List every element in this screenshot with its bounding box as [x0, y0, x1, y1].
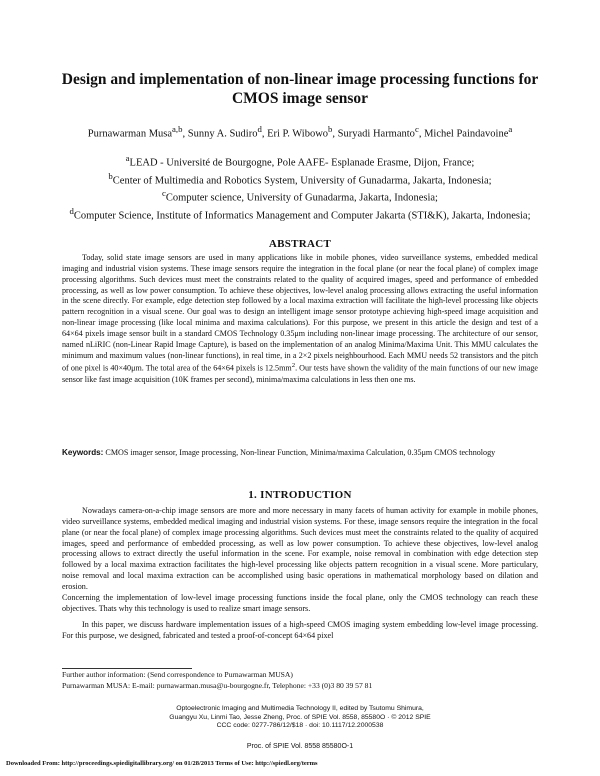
keywords — [62, 448, 538, 459]
author-list: Purnawarman Musa$^{a,b}$, Sunny A. Sudiro$^d$, Eri P. Wibowo$^b$, Suryadi Harmanto$^c$, Michel Paindavoine$^a$ — [87, 124, 513, 140]
affiliation-a: $^a$LEAD - Université de Bourgogne, Pole AAFE- Esplanade Erasme, Dijon, France; — [125, 153, 475, 169]
introduction-body — [62, 506, 538, 642]
abstract-heading: ABSTRACT — [268, 238, 332, 250]
footnotes — [62, 670, 538, 691]
intro-paragraph-3: In this paper, we discuss hardware implementation issues of a high-speed CMOS imaging system embedding low-level image processing. For this purpose, we designed, fabricated and tested a proof-of-concept 64×64 pixel — [62, 620, 538, 641]
affiliation-c: $^c$Computer science, University of Gunadarma, Jakarta, Indonesia; — [162, 188, 438, 204]
abstract-body — [62, 253, 538, 386]
intro-paragraph-2: Concerning the implementation of low-level image processing functions inside the focal plane, only the CMOS technology can reach these objectives. Thats why this technology is used to realize smart image sensors. — [62, 592, 538, 613]
introduction-heading: 1. INTRODUCTION — [248, 489, 352, 501]
footnote-rule — [62, 668, 192, 669]
download-notice: Downloaded From: http://proceedings.spiedigitallibrary.org/ on 01/28/2013 Terms of Use: http://spiedl.org/terms — [6, 760, 318, 767]
page-number: Proc. of SPIE Vol. 8558 85580O-1 — [246, 743, 354, 750]
affiliations — [60, 152, 540, 222]
abstract-paragraph: Today, solid state image sensors are used in many applications like in mobile phones, video surveillance systems, embedded medical imaging and industrial vision systems. These image sensors require the integration in the focal plane (or near the focal plane) of complex image processing algorithms. Such devices must meet the constraints related to the quality of acquired images, speed and performance of embedded processing, as well as low power consumption. To achieve these objectives, low-level analog processing allows extracting the useful information in the scene directly. For example, edge detection step followed by a local maxima extraction will facilitate the high-level processing like objects pattern recognition in a visual scene. Our goal was to design an intelligent image sensor prototype achieving high-speed image acquisition and non-linear image processing (like local minima and maxima calculations). For this purpose, we present in this article the design and test of a 64×64 pixels image sensor built in a standard CMOS Technology 0.35μm including non-linear image processing. The architecture of our sensor, named nLiRIC (non-Linear Rapid Image Capture), is based on the implementation of an analog Minima/Maxima Unit. This MMU calculates the minimum and maximum values (non-linear functions), in real time, in a 2×2 pixels neighbourhood. Each MMU needs 52 transistors and the pitch of one pixel is 40×40μm. The total area of the 64×64 pixels is $12.5mm^2$. Our tests have shown the validity of the main functions of our new image sensor like fast image acquisition (10K frames per second), minima/maxima calculations in less then one ms. — [62, 253, 538, 384]
footnote-line-1: Further author information: (Send correspondence to Purnawarman MUSA) — [62, 670, 293, 679]
publication-line-3: CCC code: 0277-786/12/$18 · doi: 10.1117/12.2000538 — [216, 722, 384, 730]
publication-line-1: Optoelectronic Imaging and Multimedia Technology II, edited by Tsutomu Shimura, — [176, 705, 424, 712]
intro-paragraph-1: Nowadays camera-on-a-chip image sensors are more and more necessary in many facets of human activity for example in mobile phones, video surveillance systems, embedded medical imaging and industrial vision systems. For these, image sensors require the integration in the focal plane (or near the focal plane) of complex image processing algorithms. Such devices must meet the constraints related to the quality of acquired images, speed and performance of embedded processing, as well as low power consumption. To achieve these objectives, low-level analog processing allows to extract directly the useful information in the scene. For example, noise removal in combination with edge detection step followed by a local maxima extraction facilitates the high-level processing like objects pattern recognition in a visual scene. More particulary, noise removal and local maxima extraction can be accomplished using basic operations in mathematical morphology based on dilation and erosion. — [62, 506, 538, 591]
affiliation-b: $^b$Center of Multimedia and Robotics System, University of Gunadarma, Jakarta, Indonesia; — [108, 170, 492, 186]
paper-title: Design and implementation of non-linear image processing functions for CMOS image sensor — [61, 71, 539, 107]
affiliation-d: $^d$Computer Science, Institute of Informatics Management and Computer Jakarta (STI&K), Jakarta, Indonesia; — [69, 205, 531, 221]
publication-info — [90, 705, 510, 731]
keywords-label: Keywords: — [62, 448, 104, 457]
footnote-line-2: Purnawarman MUSA: E-mail: purnawarman.musa@u-bourgogne.fr, Telephone: +33 (0)3 80 39 57 81 — [62, 680, 373, 690]
publication-line-2: Guangyu Xu, Linmi Tao, Jesse Zheng, Proc. of SPIE Vol. 8558, 85580O · © 2012 SPIE — [169, 713, 431, 721]
keywords-text: CMOS imager sensor, Image processing, Non-linear Function, Minima/maxima Calculation, 0.35μm CMOS technology — [103, 448, 496, 457]
